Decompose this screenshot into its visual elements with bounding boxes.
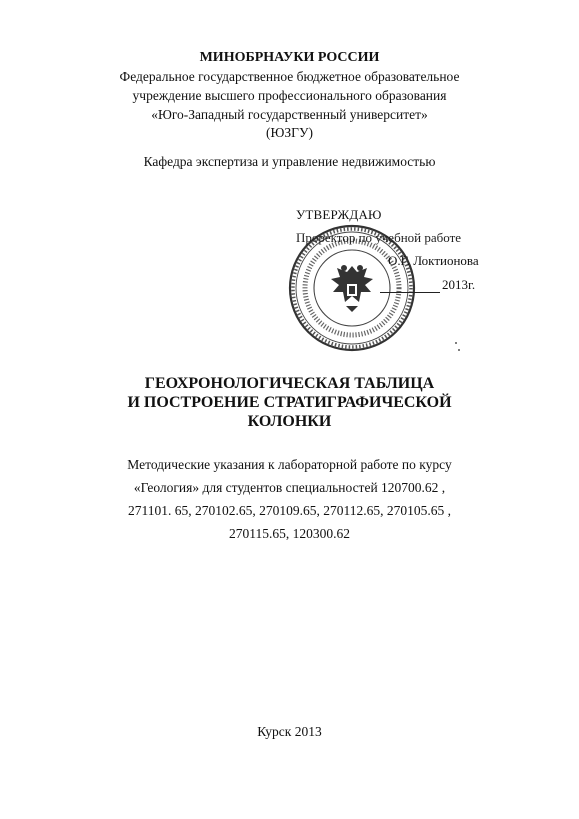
scan-speck bbox=[458, 349, 460, 351]
description-line-2: «Геология» для студентов специальностей 120700.62 , bbox=[133, 480, 446, 495]
description-line-4: 270115.65, 120300.62 bbox=[229, 526, 350, 541]
institution-line-3: «Юго-Западный государственный университет» bbox=[151, 107, 428, 122]
department-name: Кафедра экспертиза и управление недвижимостью bbox=[143, 154, 436, 169]
approval-year: 2013г. bbox=[442, 277, 476, 292]
approval-date bbox=[380, 276, 475, 294]
institution-line-1: Федеральное государственное бюджетное образовательное bbox=[119, 69, 460, 84]
approval-heading: УТВЕРЖДАЮ bbox=[296, 207, 382, 222]
description-line-1: Методические указания к лабораторной работе по курсу bbox=[127, 457, 452, 472]
scan-speck bbox=[455, 342, 457, 344]
institution-abbreviation: (ЮЗГУ) bbox=[266, 125, 313, 140]
approver-name: О.Г. Локтионова bbox=[388, 253, 479, 268]
ministry-name: МИНОБРНАУКИ РОССИИ bbox=[199, 50, 380, 65]
approver-position: Проректор по учебной работе bbox=[296, 230, 462, 245]
city-year-footer: Курск 2013 bbox=[257, 724, 322, 739]
institution-line-2: учреждение высшего профессионального образования bbox=[132, 88, 447, 103]
document-title-line-3: КОЛОНКИ bbox=[247, 413, 332, 430]
description-line-3: 271101. 65, 270102.65, 270109.65, 270112.65, 270105.65 , bbox=[128, 503, 451, 518]
document-title-line-1: ГЕОХРОНОЛОГИЧЕСКАЯ ТАБЛИЦА bbox=[144, 375, 435, 392]
document-title-line-2: И ПОСТРОЕНИЕ СТРАТИГРАФИЧЕСКОЙ bbox=[127, 394, 452, 411]
